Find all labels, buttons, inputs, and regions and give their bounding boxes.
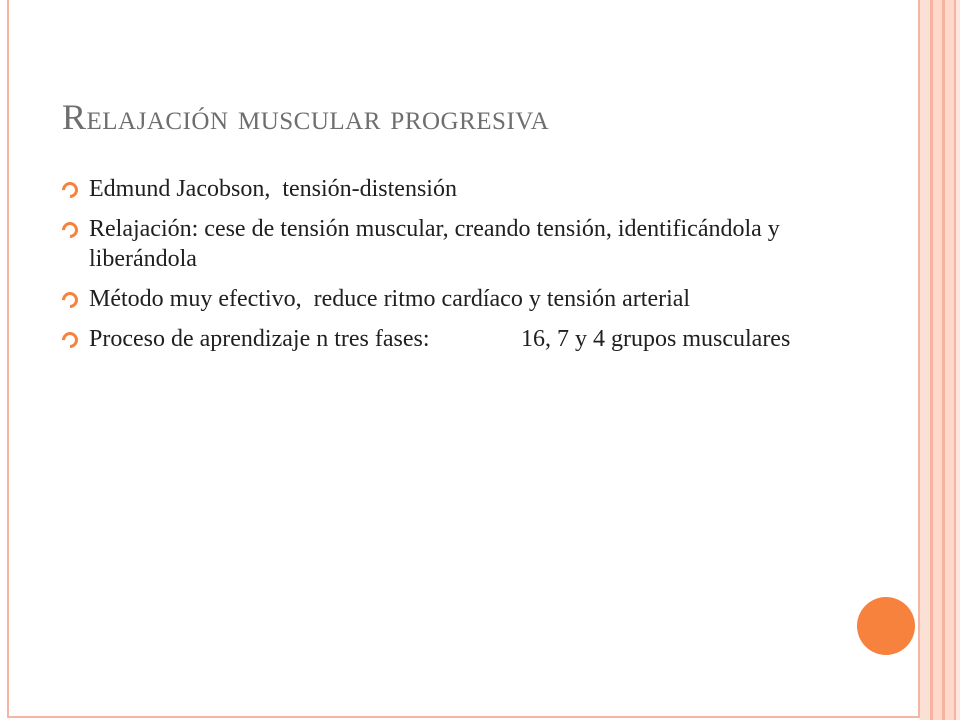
bullet-text: Proceso de aprendizaje n tres fases: 16, 7 y 4 grupos musculares xyxy=(89,326,791,352)
decorative-circle xyxy=(857,597,915,655)
bullet-ring-icon xyxy=(59,179,82,202)
decorative-stripe xyxy=(920,0,930,720)
bullet-text: Método muy efectivo, reduce ritmo cardíaco y tensión arterial xyxy=(89,286,691,312)
bullet-list xyxy=(62,174,822,364)
bullet-ring-icon xyxy=(59,219,82,242)
bullet-text: Relajación: cese de tensión muscular, creando tensión, identificándola y liberándola xyxy=(89,216,786,272)
bullet-item xyxy=(62,284,822,314)
bullet-item xyxy=(62,214,822,274)
decorative-stripe xyxy=(933,0,942,720)
bullet-item xyxy=(62,324,822,354)
bullet-ring-icon xyxy=(59,329,82,352)
decorative-stripe xyxy=(956,0,960,720)
slide-title: Relajación muscular progresiva xyxy=(62,97,550,137)
bullet-text: Edmund Jacobson, tensión-distensión xyxy=(89,176,457,202)
bullet-ring-icon xyxy=(59,289,82,312)
decorative-stripe xyxy=(945,0,954,720)
bullet-item xyxy=(62,174,822,204)
